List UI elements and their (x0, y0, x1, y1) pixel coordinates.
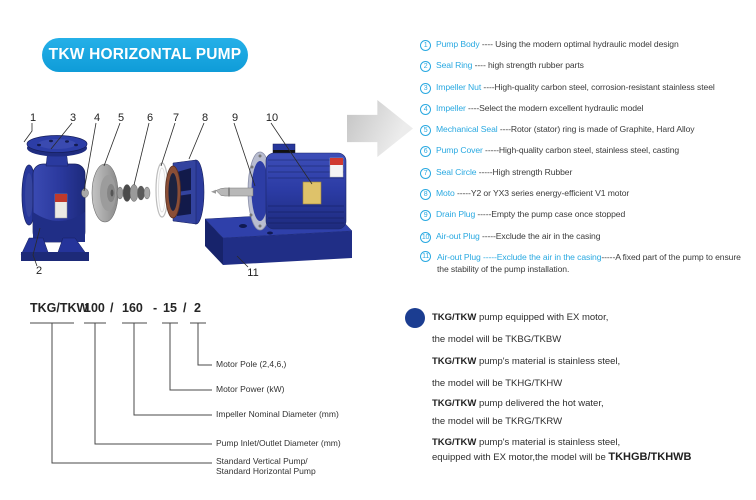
list-item: 6 Pump Cover -----High-quality carbon steel, stainless steel, casting (420, 144, 756, 157)
circled-number: 10 (421, 233, 430, 241)
parts-list (420, 38, 756, 283)
list-item: 9 Drain Plug -----Empty the pump case once stopped (420, 208, 756, 221)
model-code-inlet: 100 (84, 301, 105, 315)
callout-number: 2 (35, 265, 43, 277)
model-code-power: 15 (163, 301, 177, 315)
circled-number: 5 (420, 125, 431, 136)
mechanical-seal-parts (117, 185, 150, 202)
callout-number: 9 (231, 112, 239, 124)
pump-cover (166, 160, 205, 224)
motor-nameplate (303, 182, 321, 204)
callout-number: 3 (69, 112, 77, 124)
callout-number: 1 (29, 112, 37, 124)
circled-number: 8 (420, 189, 431, 200)
bullet-icon (405, 308, 425, 328)
note-line: equipped with EX motor,the model will be TKHGB/TKHWB (432, 451, 692, 463)
model-code-series: TKG/TKW (30, 301, 89, 315)
callout-number: 6 (146, 112, 154, 124)
list-item: 2 Seal Ring ---- high strength rubber parts (420, 59, 756, 72)
list-item: 11 Air-out Plug -----Exclude the air in the casing-----A fixed part of the pump to ensure the stability of the pump installation. (420, 251, 752, 275)
pump-casing (21, 136, 89, 262)
note-line: the model will be TKHG/TKHW (432, 378, 563, 389)
note-line: the model will be TKBG/TKBW (432, 334, 562, 345)
callout-number: 5 (117, 112, 125, 124)
page-title: TKW HORIZONTAL PUMP (48, 46, 242, 63)
note-line: TKG/TKW pump's material is stainless steel, (432, 437, 621, 448)
circled-number: 3 (420, 83, 431, 94)
model-code-pole: 2 (194, 301, 201, 315)
impeller-nut (82, 189, 89, 198)
impeller (92, 164, 118, 222)
circled-number: 9 (420, 210, 431, 221)
circled-number: 6 (420, 146, 431, 157)
label-motor-power: Motor Power (kW) (216, 384, 285, 394)
note-line: TKG/TKW pump delivered the hot water, (432, 398, 604, 409)
motor-shaft (211, 188, 253, 197)
callout-number: 8 (201, 112, 209, 124)
model-code-separator: / (110, 301, 114, 315)
note-line: TKG/TKW pump equipped with EX motor, (432, 312, 609, 323)
note-line: TKG/TKW pump's material is stainless steel, (432, 356, 621, 367)
label-impeller-diameter: Impeller Nominal Diameter (mm) (216, 409, 339, 419)
motor (266, 144, 346, 229)
list-item: 5 Mechanical Seal ----Rotor (stator) ring is made of Graphite, Hard Alloy (420, 123, 756, 136)
circled-number: 11 (420, 251, 431, 262)
arrow-right-icon (347, 100, 413, 157)
model-code-impeller: 160 (122, 301, 143, 315)
model-notes (432, 305, 754, 470)
callout-number: 10 (265, 112, 279, 124)
model-code-separator: / (183, 301, 187, 315)
list-item: 7 Seal Circle -----High strength Rubber (420, 166, 756, 179)
circled-number: 2 (420, 61, 431, 72)
list-item: 4 Impeller ----Select the modern excellent hydraulic model (420, 102, 756, 115)
label-motor-pole: Motor Pole (2,4,6,) (216, 359, 287, 369)
circled-number: 1 (420, 40, 431, 51)
list-item: 8 Moto -----Y2 or YX3 series energy-efficient V1 motor (420, 187, 756, 200)
callout-number: 4 (93, 112, 101, 124)
model-code-separator: - (153, 301, 158, 315)
label-inlet-outlet: Pump Inlet/Outlet Diameter (mm) (216, 438, 341, 448)
list-item: 10 Air-out Plug -----Exclude the air in the casing (421, 230, 601, 241)
pump-exploded-diagram (15, 92, 355, 287)
label-standard-pump: Standard Vertical Pump/ Standard Horizontal Pump (216, 456, 316, 476)
callout-number: 11 (247, 267, 259, 279)
callout-number: 7 (172, 112, 180, 124)
list-item: 1 Pump Body ---- Using the modern optimal hydraulic model design (420, 38, 756, 51)
circled-number: 4 (420, 104, 431, 115)
note-line: the model will be TKRG/TKRW (432, 416, 563, 427)
circled-number: 7 (420, 168, 431, 179)
title-banner (42, 38, 248, 72)
list-item: 3 Impeller Nut ----High-quality carbon steel, corrosion-resistant stainless steel (420, 81, 756, 94)
